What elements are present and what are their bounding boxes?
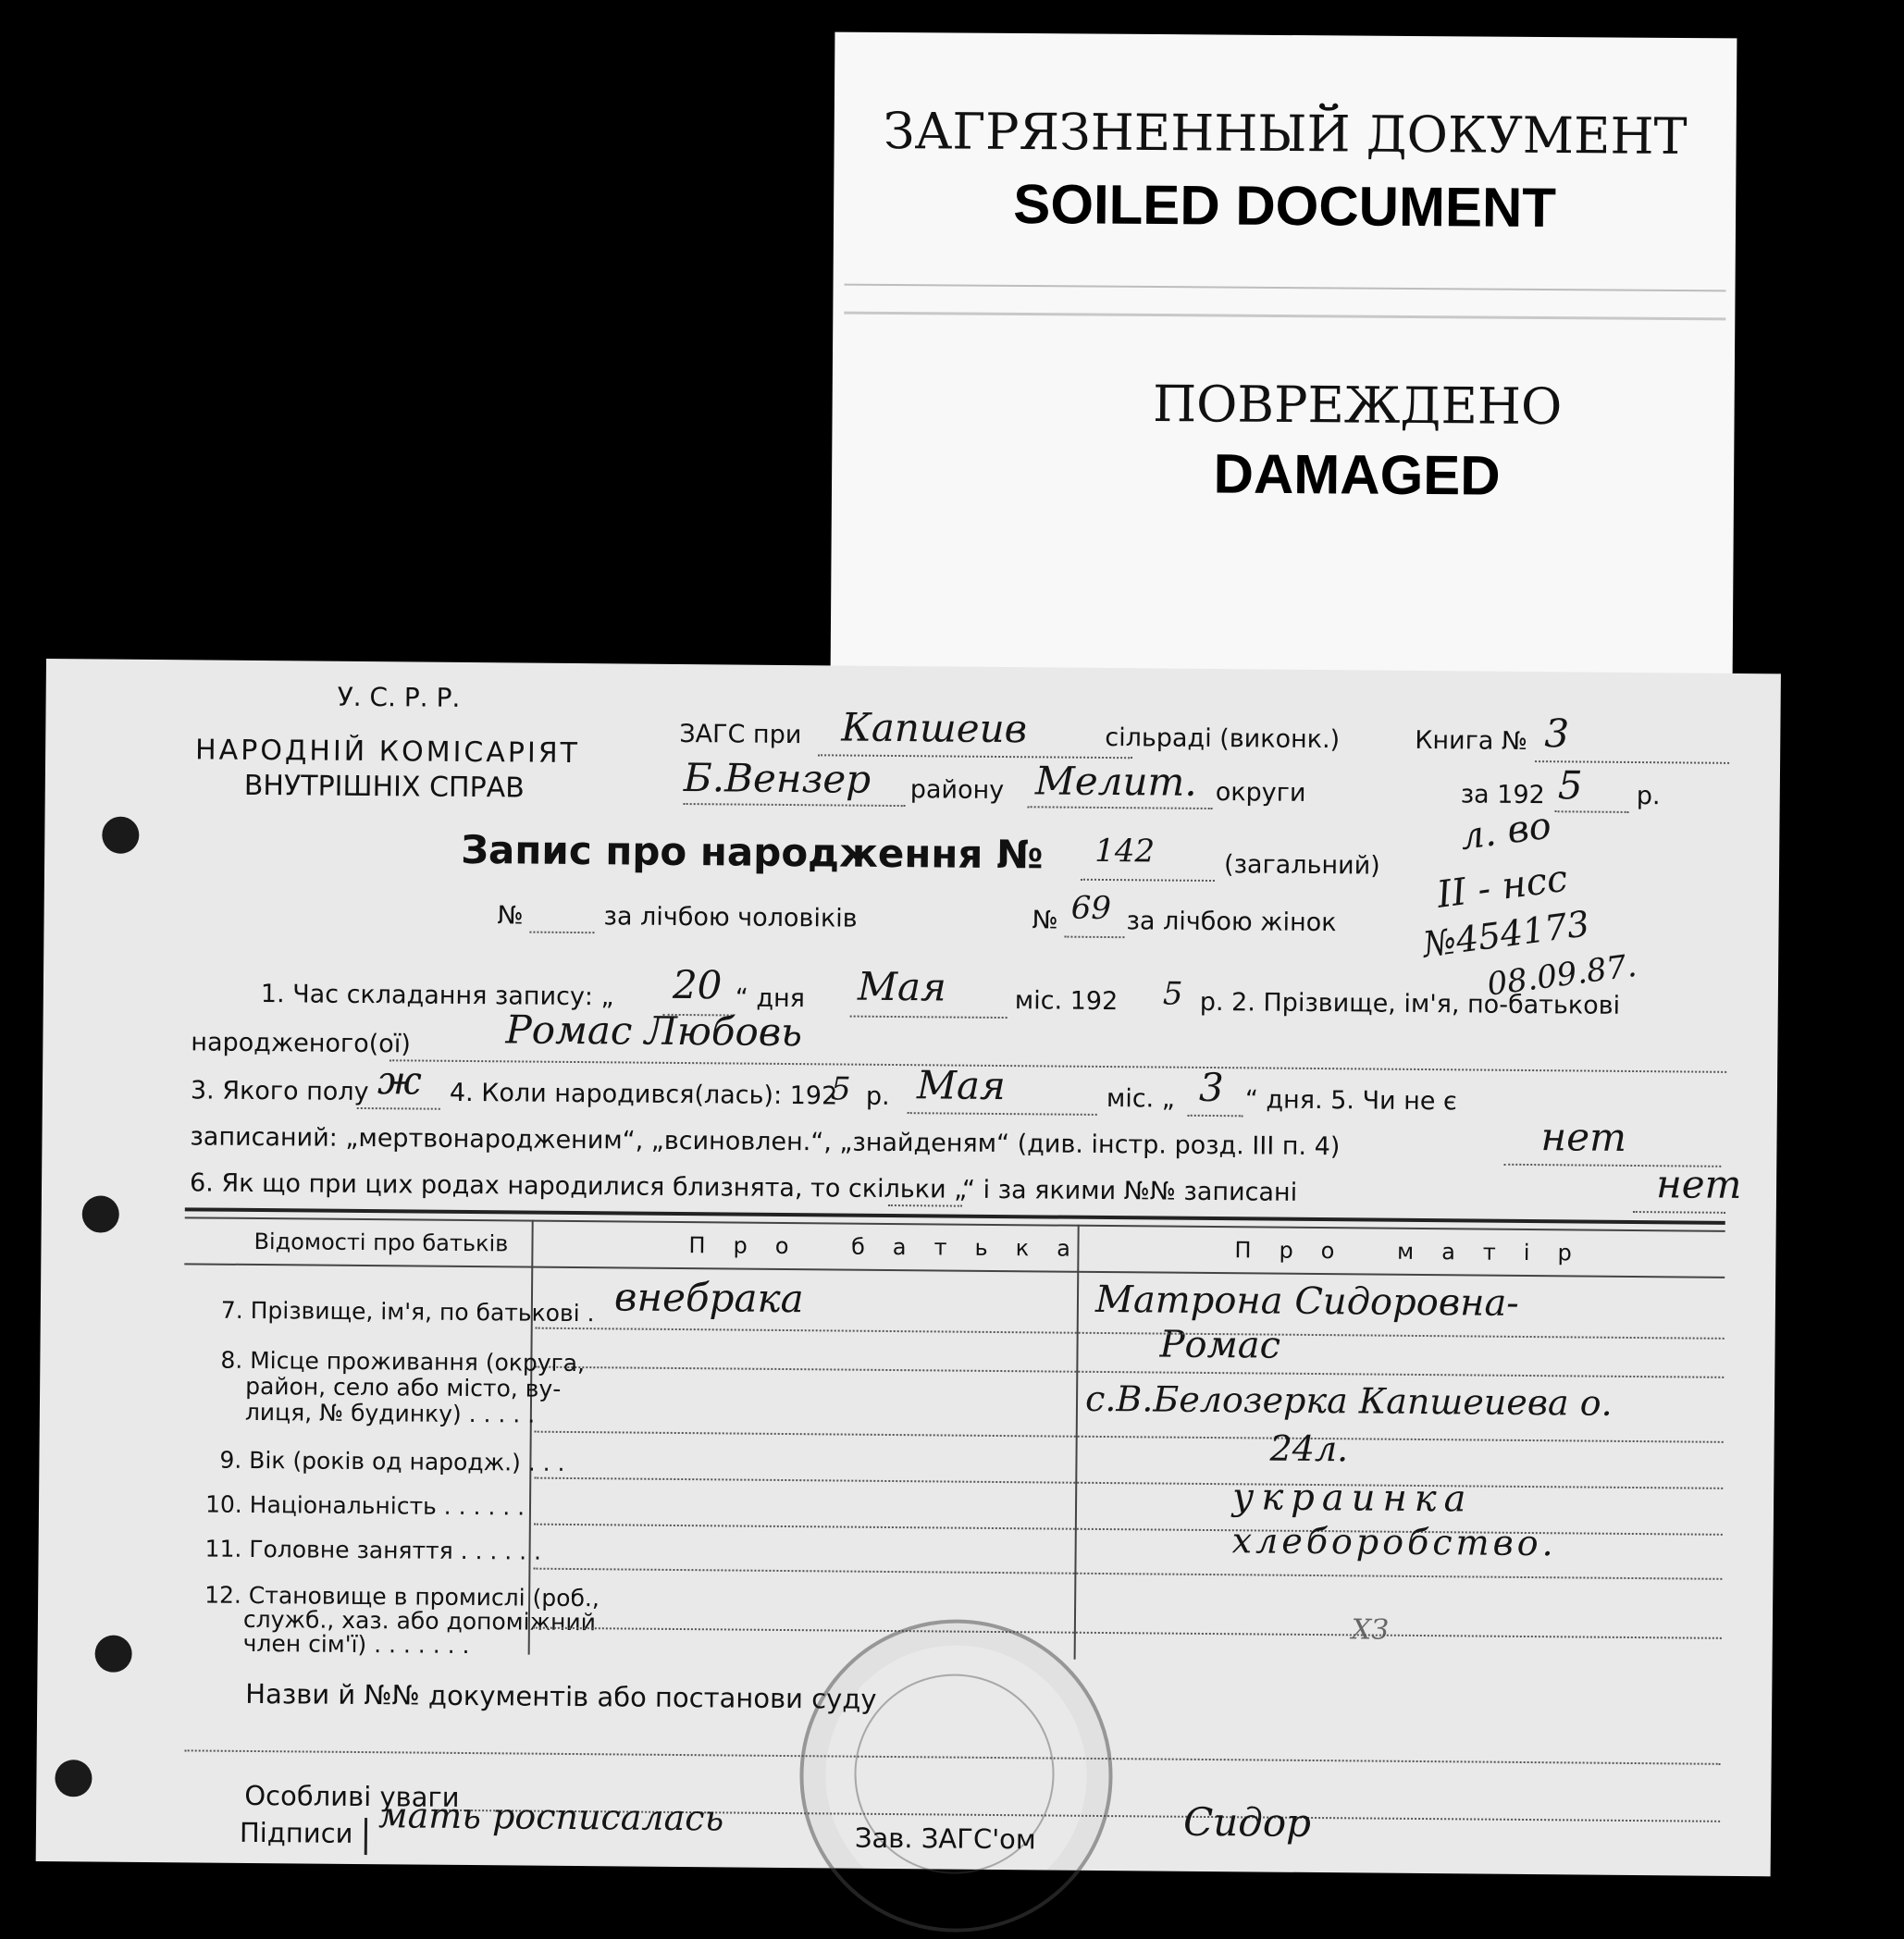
head-signature: Сидор — [1182, 1798, 1312, 1846]
row-12-line — [533, 1627, 1722, 1639]
row-7-mother: Матрона Сидоровна- — [1094, 1278, 1519, 1325]
signatures-label: Підписи — [239, 1816, 353, 1849]
year-label: за 192 — [1460, 780, 1545, 810]
field-4-month: Мая — [916, 1062, 1007, 1109]
year-value: 5 — [1557, 762, 1583, 809]
field-6-label: 6. Як що при цих родах народилися близнята, то скільки „ — [189, 1168, 968, 1204]
row-11-label: 11. Головне заняття . . . . . . — [204, 1535, 542, 1565]
signature-mother-note: мать росписалась — [377, 1795, 724, 1839]
row-7-mother-cont: Ромас — [1159, 1323, 1281, 1367]
male-count-no: № — [497, 901, 524, 931]
field-6-value: нет — [1655, 1161, 1742, 1208]
female-count-line — [1064, 936, 1124, 939]
field-4-day-line — [1188, 1115, 1243, 1118]
table-header-parents: Відомості про батьків — [253, 1228, 509, 1257]
republic-label: У. С. Р. Р. — [337, 681, 461, 713]
official-stamp — [798, 1618, 1114, 1933]
field-3-label: 3. Якого полу — [190, 1076, 369, 1107]
row-9-mother: 24л. — [1269, 1427, 1349, 1470]
punch-hole — [82, 1195, 119, 1232]
raion-line — [684, 803, 906, 807]
row-7-line — [536, 1328, 1725, 1340]
row-8-line — [535, 1431, 1724, 1443]
field-1-year-label: р. 2. Прізвище, ім'я, по-батькові — [1199, 987, 1621, 1020]
row-10-mother: украинка — [1231, 1476, 1474, 1521]
zags-label: ЗАГС при — [679, 719, 802, 750]
table-header-mother: Про матір — [1234, 1237, 1600, 1266]
row-8-mother: с.В.Белозерка Капшеиева о. — [1084, 1377, 1613, 1424]
row-7-label: 7. Прізвище, ім'я, по батькові . — [220, 1296, 595, 1328]
row-11-mother: хлеборобство. — [1231, 1520, 1557, 1564]
field-4-month-label: міс. „ — [1106, 1084, 1175, 1114]
row-10-label: 10. Національність . . . . . . — [204, 1490, 525, 1521]
punch-hole — [94, 1636, 131, 1673]
okrug-label: округи — [1215, 778, 1306, 808]
row-8-label-3: лиця, № будинку) . . . . . — [244, 1398, 536, 1428]
field-2-line — [389, 1059, 1726, 1073]
male-count-label: за лічбою чоловіків — [603, 902, 858, 933]
table-header-father: Про батька — [688, 1232, 1099, 1262]
notice-slip — [831, 32, 1737, 686]
documents-label: Назви й №№ документів або постанови суду — [245, 1677, 877, 1715]
field-1-month-line — [850, 1016, 1008, 1019]
notes-label: Особливі уваги — [244, 1779, 460, 1813]
female-count-label: за лічбою жінок — [1126, 907, 1337, 938]
punch-hole — [55, 1760, 92, 1797]
signature-bracket — [365, 1818, 367, 1855]
field-1-day: 20 — [672, 961, 723, 1008]
field-4-year-label: р. — [865, 1081, 890, 1111]
row-7-line — [535, 1366, 1724, 1378]
field-1-label: 1. Час складання запису: „ — [260, 980, 614, 1012]
field-4-month-line — [908, 1112, 1097, 1116]
field-1-month-label: міс. 192 — [1014, 986, 1119, 1017]
divider — [845, 284, 1726, 292]
field-4-year: 5 — [830, 1070, 851, 1108]
okrug-line — [1028, 806, 1213, 809]
okrug-value: Мелит. — [1034, 758, 1197, 805]
margin-note-2: II - нсс — [1434, 857, 1571, 917]
row-7-father: внебрака — [613, 1274, 804, 1322]
row-12-label-1: 12. Становище в промислі (роб., — [204, 1581, 600, 1612]
head-label: Зав. ЗАГС'ом — [854, 1822, 1036, 1856]
raion-value: Б.Вензер — [683, 755, 872, 802]
row-9-line — [534, 1477, 1723, 1489]
table-top-rule — [185, 1207, 1725, 1225]
field-1-year: 5 — [1162, 975, 1183, 1013]
field-2-value: Ромас Любовь — [505, 1007, 803, 1056]
margin-note-4: 08.09.87. — [1485, 946, 1639, 1004]
zags-suffix: сільраді (виконк.) — [1105, 722, 1341, 755]
commissariat-line-1: НАРОДНІЙ КОМІСАРІЯТ — [194, 734, 581, 771]
book-value: 3 — [1544, 710, 1570, 757]
field-6-line — [1633, 1211, 1725, 1214]
punch-hole — [102, 817, 139, 854]
row-9-label: 9. Вік (років од народж.) . . . — [219, 1446, 565, 1476]
field-3-line — [357, 1107, 440, 1110]
damaged-notice-en: DAMAGED — [1213, 442, 1501, 507]
margin-note-1: л. во — [1457, 804, 1554, 858]
year-suffix: р. — [1636, 782, 1661, 811]
soiled-notice-ru: ЗАГРЯЗНЕННЫЙ ДОКУМЕНТ — [883, 101, 1688, 167]
row-11-line — [533, 1568, 1722, 1580]
field-4-day-label: “ дня. 5. Чи не є — [1244, 1085, 1457, 1117]
soiled-notice-en: SOILED DOCUMENT — [1013, 172, 1557, 240]
row-8-label-2: район, село або місто, ву- — [245, 1372, 562, 1402]
raion-label: району — [909, 775, 1005, 806]
field-1-day-label: “ дня — [735, 983, 806, 1014]
field-4-label: 4. Коли народився(лась): 192 — [449, 1078, 838, 1111]
commissariat-line-2: ВНУТРІШНІХ СПРАВ — [243, 769, 525, 805]
row-12-label-3: член сім'ї) . . . . . . . — [242, 1629, 470, 1660]
field-3-value: ж — [377, 1057, 422, 1104]
margin-note-3: №454173 — [1420, 903, 1592, 966]
zags-value: Капшеив — [841, 704, 1028, 752]
record-number: 142 — [1094, 832, 1156, 871]
field-5-label: записаний: „мертвонародженим“, „всиновлен.“, „знайденям“ (див. інстр. розд. III п. 4) — [190, 1122, 1341, 1162]
female-count-no: № — [1032, 906, 1058, 935]
field-6-count-line — [888, 1204, 962, 1207]
field-5-value: нет — [1540, 1114, 1627, 1160]
birth-record-card — [36, 659, 1781, 1876]
record-number-line — [1081, 879, 1215, 882]
divider — [844, 312, 1725, 321]
field-4-day: 3 — [1198, 1064, 1224, 1111]
table-header-rule — [184, 1263, 1725, 1278]
damaged-notice-ru: ПОВРЕЖДЕНО — [1152, 375, 1563, 437]
field-6-mid-label: “ і за якими №№ записані — [961, 1175, 1298, 1207]
field-2-label: народженого(ої) — [191, 1028, 411, 1059]
field-1-month: Мая — [857, 963, 947, 1010]
general-label: (загальний) — [1223, 850, 1380, 881]
female-count-value: 69 — [1070, 889, 1112, 928]
table-column-divider — [1074, 1225, 1080, 1660]
book-label: Книга № — [1415, 725, 1528, 756]
row-12-mother: ХЗ — [1351, 1613, 1390, 1647]
row-12-label-2: служб., хаз. або допоміжний — [242, 1605, 597, 1636]
row-8-label-1: 8. Місце проживання (округа, — [220, 1346, 586, 1377]
male-count-line — [529, 932, 594, 934]
record-title: Запис про народження № — [461, 826, 1044, 878]
year-line — [1555, 810, 1629, 813]
